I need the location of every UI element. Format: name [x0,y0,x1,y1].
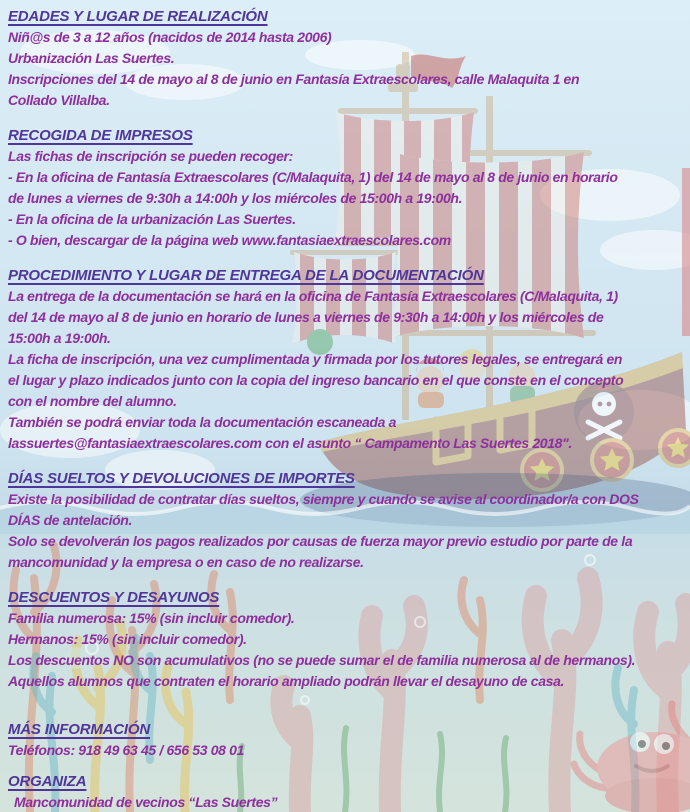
body-line: - En la oficina de la urbanización Las Suertes. [8,211,296,227]
section-organiza [8,771,684,812]
body-line: DÍAS de antelación. [8,512,133,528]
body-line: - En la oficina de Fantasía Extraescolares (C/Malaquita, 1) del 14 de mayo al 8 de junio en horario [8,169,618,185]
section-heading: EDADES Y LUGAR DE REALIZACIÓN [8,8,268,25]
body-line: con el nombre del alumno. [8,393,177,409]
body-line: de lunes a viernes de 9:30h a 14:00h y los miércoles de 15:00h a 19:00h. [8,190,463,206]
phone-numbers: Teléfonos: 918 49 63 45 / 656 53 08 01 [8,742,245,758]
body-line: También se podrá enviar toda la documentación escaneada a [8,414,396,430]
body-line: del 14 de mayo al 8 de junio en horario de lunes a viernes de 9:30h a 14:00h y los miércoles de [8,309,604,325]
body-line: La entrega de la documentación se hará en la oficina de Fantasía Extraescolares (C/Malaquita, 1) [8,288,618,304]
section-recogida [8,125,684,251]
section-heading: DÍAS SUELTOS Y DEVOLUCIONES DE IMPORTES [8,470,355,487]
body-line: La ficha de inscripción, una vez cumplimentada y firmada por los tutores legales, se entregará en [8,351,623,367]
section-heading: ORGANIZA [8,773,87,790]
section-descuentos [8,587,684,692]
body-line: Solo se devolverán los pagos realizados por causas de fuerza mayor previo estudio por parte de la [8,533,633,549]
section-dias-sueltos [8,468,684,573]
section-procedimiento [8,265,684,454]
section-mas-informacion [8,719,684,761]
body-line website-url: - O bien, descargar de la página web www.fantasiaextraescolares.com [8,232,451,248]
body-line: mancomunidad y la empresa o en caso de no realizarse. [8,554,364,570]
section-heading: PROCEDIMIENTO Y LUGAR DE ENTREGA DE LA DOCUMENTACIÓN [8,267,484,284]
organizer-name: Mancomunidad de vecinos “Las Suertes” [14,794,278,810]
body-line: Existe la posibilidad de contratar días sueltos, siempre y cuando se avise al coordinador/a con DOS [8,491,639,507]
body-line: Niñ@s de 3 a 12 años (nacidos de 2014 hasta 2006) [8,29,332,45]
section-heading: MÁS INFORMACIÓN [8,721,150,738]
section-heading: DESCUENTOS Y DESAYUNOS [8,589,220,606]
body-line: Inscripciones del 14 de mayo al 8 de junio en Fantasía Extraescolares, calle Malaquita 1 en [8,71,580,87]
section-heading: RECOGIDA DE IMPRESOS [8,127,193,144]
body-line: Urbanización Las Suertes. [8,50,175,66]
body-line: Hermanos: 15% (sin incluir comedor). [8,631,247,647]
body-line email-address: lassuertes@fantasiaextraescolares.com con el asunto “ Campamento Las Suertes 2018". [8,435,572,451]
body-line: Los descuentos NO son acumulativos (no se puede sumar el de familia numerosa al de hermanos). [8,652,636,668]
section-edades [8,6,684,111]
body-line: el lugar y plazo indicados junto con la copia del ingreso bancario en el que conste en el concepto [8,372,624,388]
body-line: 15:00h a 19:00h. [8,330,111,346]
body-line: Familia numerosa: 15% (sin incluir comedor). [8,610,295,626]
body-line: Aquellos alumnos que contraten el horario ampliado podrán llevar el desayuno de casa. [8,673,565,689]
body-line: Las fichas de inscripción se pueden recoger: [8,148,293,164]
body-line: Collado Villalba. [8,92,110,108]
